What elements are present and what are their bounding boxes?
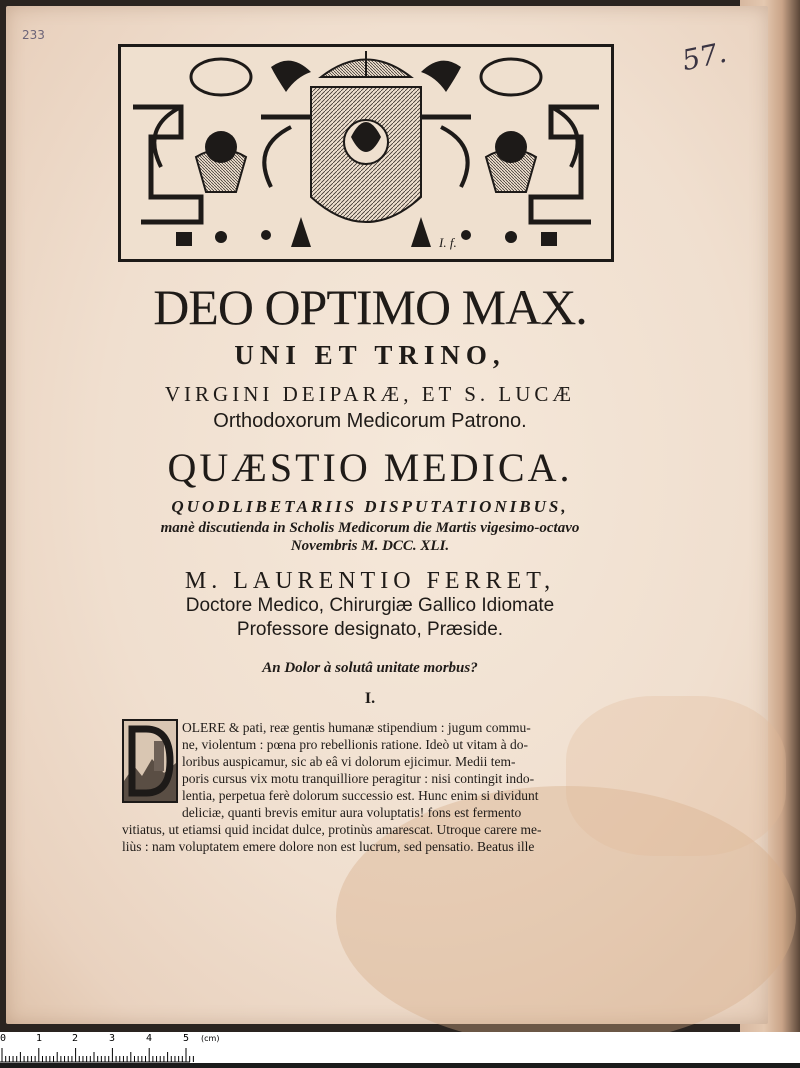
body-text-line: lentia, perpetua ferè dolorum successio est. Hunc enim si dividunt	[182, 788, 539, 803]
dedication-virgini: VIRGINI DEIPARÆ, ET S. LUCÆ	[164, 382, 576, 406]
ornamental-headpiece	[118, 44, 614, 262]
question-title: QUÆSTIO MEDICA.	[167, 445, 573, 490]
body-text-line: liùs : nam voluptatem emere dolore non est lucrum, sed pensatio. Beatus ille	[122, 839, 535, 854]
body-text-line: vitiatus, ut etiamsi quid incidat dulce, protinùs amarescat. Utroque carere me-	[122, 822, 542, 837]
headpiece-ornament-icon	[121, 47, 611, 259]
date-line-1: manè discutienda in Scholis Medicorum die Martis vigesimo-octavo	[160, 520, 580, 536]
ruler-label: 1	[36, 1033, 43, 1044]
engraver-initials: I. f.	[439, 235, 457, 250]
ruler-label: 2	[72, 1033, 79, 1044]
body-text-line: loribus auspicamur, sic ab eâ vi dolorum ejicimur. Medii tem-	[182, 754, 516, 769]
disputation-question: An Dolor à solutâ unitate morbus?	[262, 660, 478, 676]
ruler-unit: (cm)	[201, 1034, 220, 1043]
ruler-label: 3	[109, 1033, 116, 1044]
scale-ruler	[0, 1032, 800, 1063]
ink-folio-number: 57.	[679, 35, 730, 78]
title-deo-optimo: DEO OPTIMO MAX.	[153, 279, 587, 335]
ruler-label: 4	[146, 1033, 153, 1044]
president-title-1: Doctore Medico, Chirurgiæ Gallico Idiomate	[185, 595, 555, 616]
quodlibet-line: QUODLIBETARIIS DISPUTATIONIBUS,	[171, 497, 569, 516]
dedication-uni-et-trino: UNI ET TRINO,	[234, 340, 506, 370]
date-line-2: Novembris M. DCC. XLI.	[290, 538, 450, 554]
ruler-label: 0	[0, 1033, 7, 1044]
pencil-page-number: 233	[22, 28, 45, 42]
body-text-line: poris cursus vix motu tranquilliore peragitur : nisi contingit indo-	[182, 771, 535, 786]
president-name: M. LAURENTIO FERRET,	[184, 568, 556, 594]
decorated-initial	[122, 719, 178, 803]
dedication-orthodoxorum: Orthodoxorum Medicorum Patrono.	[213, 410, 527, 432]
body-text-line: OLERE & pati, reæ gentis humanæ stipendium : jugum commu-	[182, 720, 531, 735]
ruler-label: 5	[183, 1033, 190, 1044]
ruler-ticks-icon	[0, 1032, 800, 1063]
president-title-2: Professore designato, Præside.	[236, 619, 504, 640]
section-number: I.	[364, 690, 376, 707]
body-text-line: ne, violentum : pœna pro rebellionis ratione. Ideò ut vitam à do-	[182, 737, 529, 752]
water-stain	[566, 696, 786, 856]
body-text-line: deliciæ, quanti brevis emitur aura voluptatis! fons est fermento	[182, 805, 522, 820]
initial-d-icon	[124, 721, 176, 801]
